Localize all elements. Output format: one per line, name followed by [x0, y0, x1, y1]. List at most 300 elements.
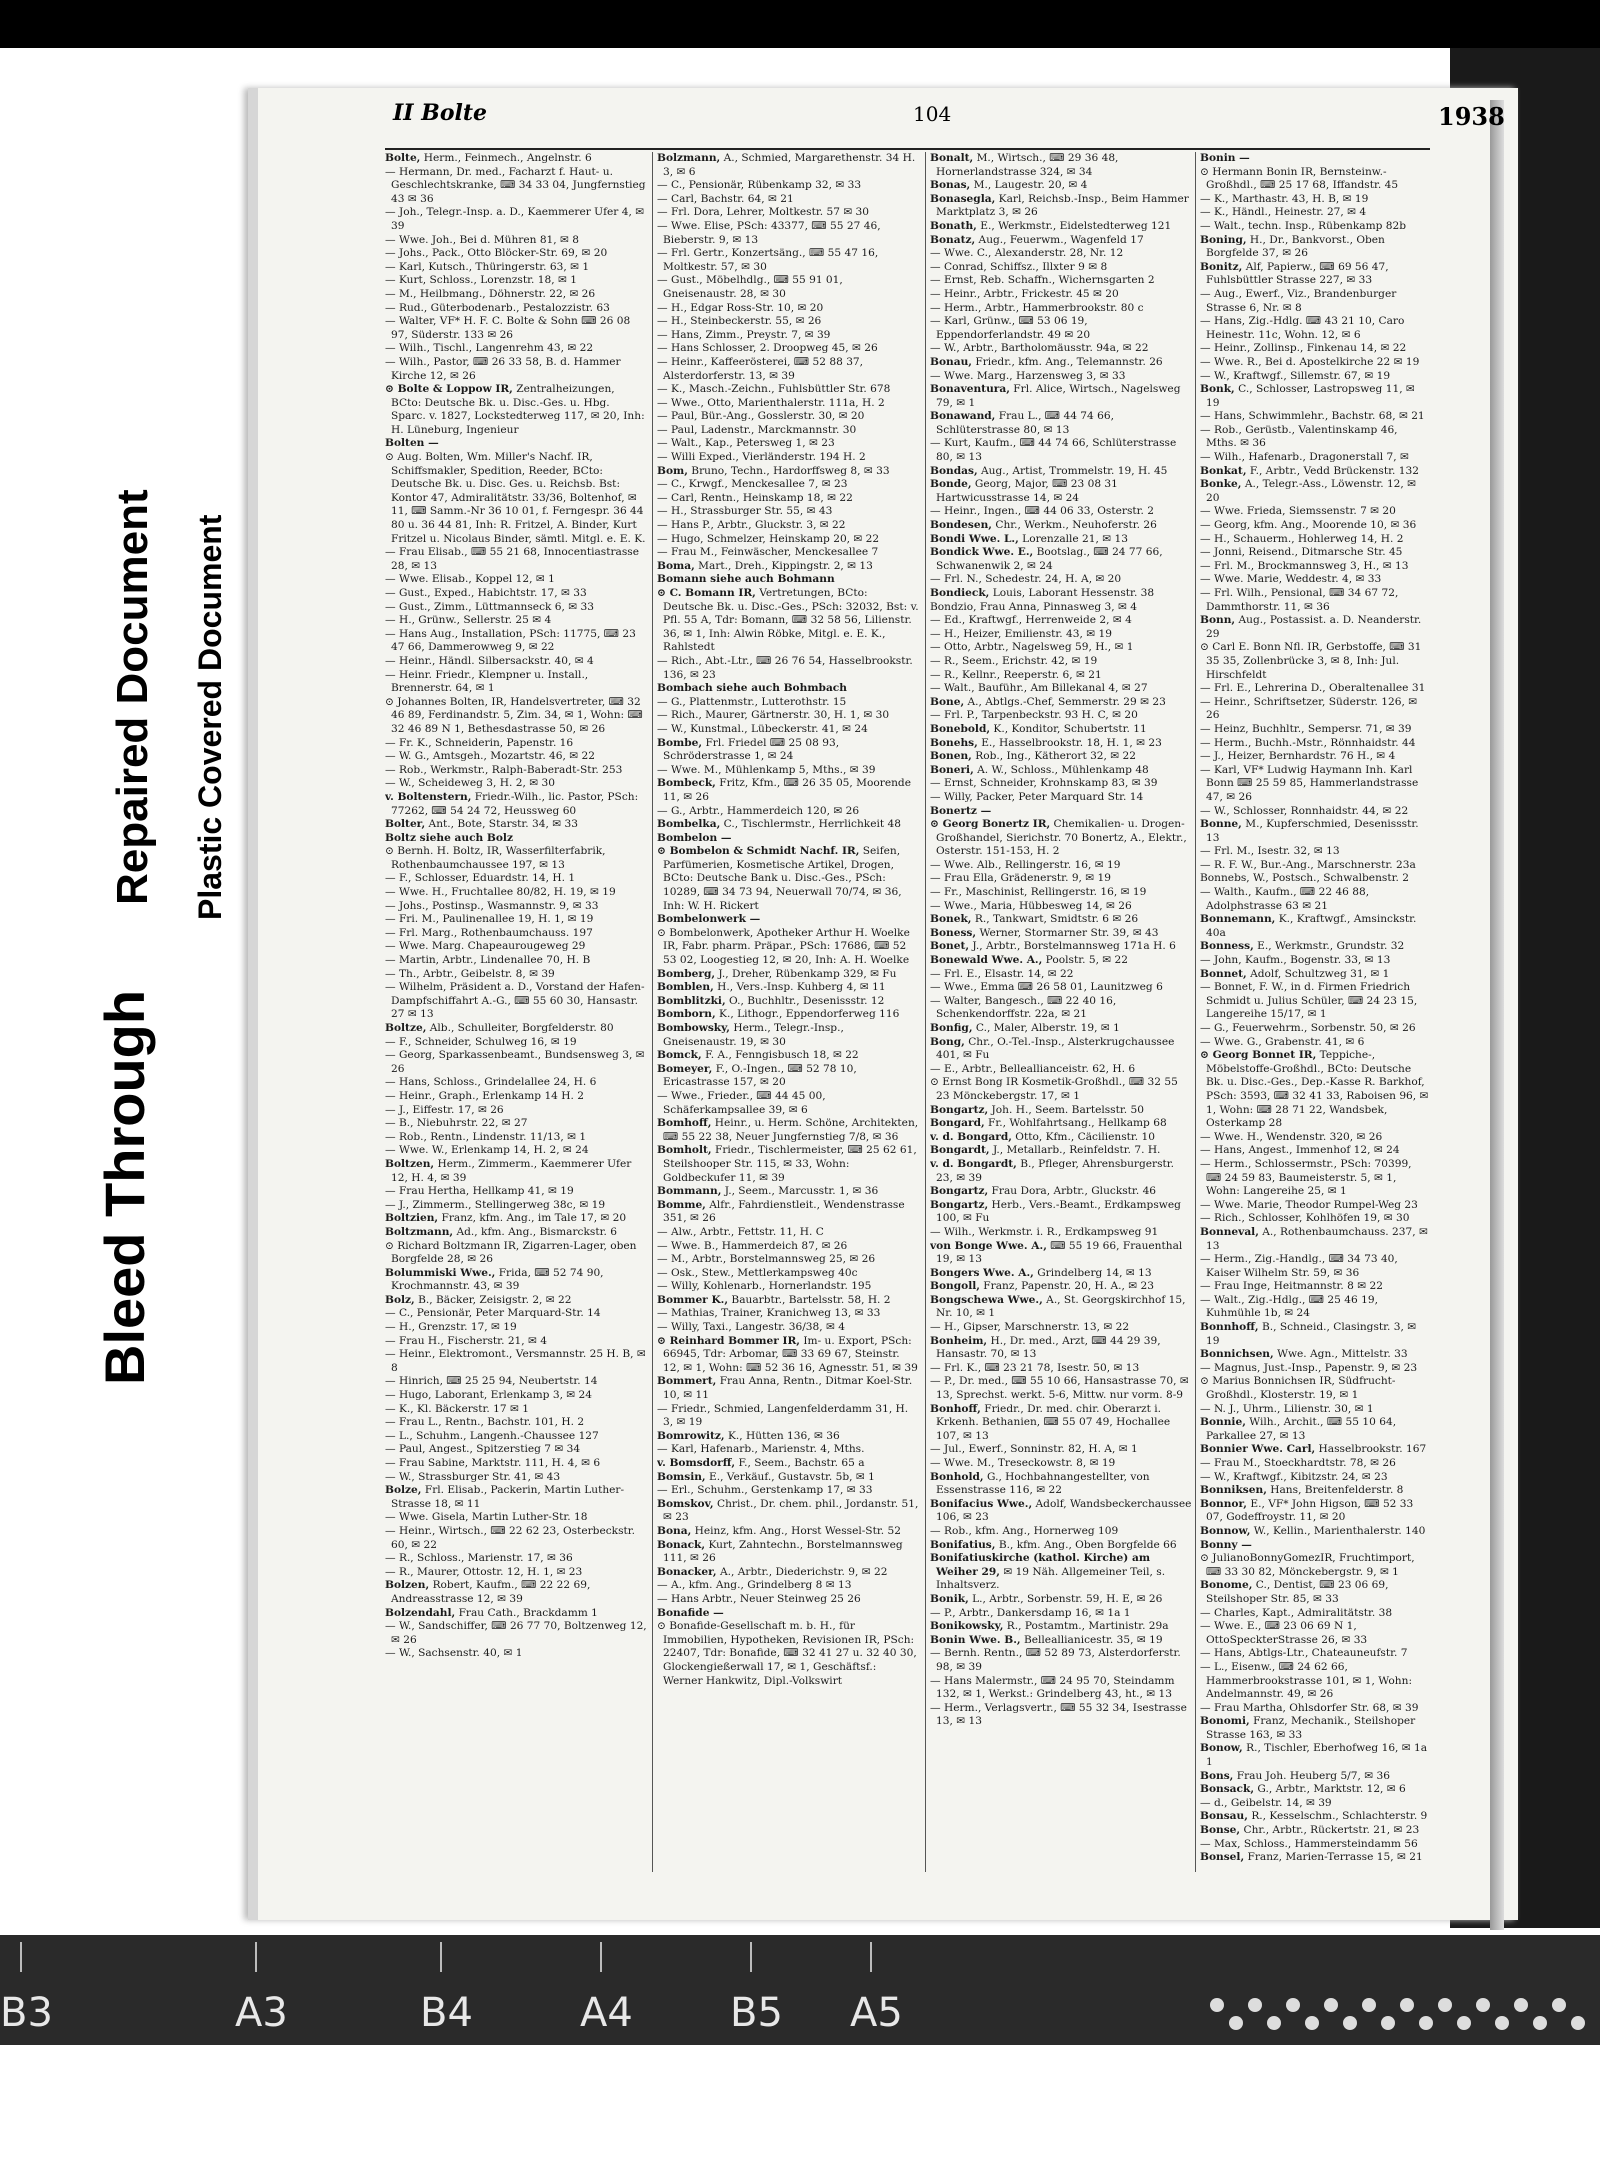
- target-tick: [255, 1942, 257, 1972]
- density-dot: [1552, 1998, 1566, 2012]
- directory-entry: Bonik, L., Arbtr., Sorbenstr. 59, H. E, ✉ 26: [930, 1592, 1163, 1605]
- directory-entry: Bonke, A., Telegr.-Ass., Löwenstr. 12, ✉ 20: [1200, 478, 1417, 504]
- density-dots: [1210, 1998, 1600, 2038]
- directory-entry: — Walt., Kap., Petersweg 1, ✉ 23: [657, 437, 835, 450]
- directory-entry: Bonas, M., Laugestr. 20, ✉ 4: [930, 179, 1088, 192]
- directory-entry: — Wwe., Otto, Marienthalerstr. 111a, H. 2: [657, 396, 885, 409]
- directory-entry: — Wwe. Elisab., Koppel 12, ✉ 1: [385, 573, 555, 586]
- column-1: [385, 152, 647, 1872]
- directory-entry: Bombach siehe auch Bohmbach: [657, 682, 847, 695]
- directory-entry: — W., Kraftwgf., Kibitzstr. 24, ✉ 23: [1200, 1470, 1388, 1483]
- directory-entry: — Fri. M., Paulinenallee 19, H. 1, ✉ 19: [385, 913, 594, 926]
- directory-entry: — G., Plattenmstr., Lutterothstr. 15: [657, 695, 847, 708]
- density-dot: [1362, 1998, 1376, 2012]
- column-divider: [925, 152, 926, 1872]
- directory-entry: Bommann, J., Seem., Marcusstr. 1, ✉ 36: [657, 1185, 879, 1198]
- directory-entry: — Wwe. B., Hammerdeich 87, ✉ 26: [657, 1239, 848, 1252]
- directory-entry: — Fr., Maschinist, Rellingerstr. 16, ✉ 19: [930, 886, 1147, 899]
- directory-entry: — Wwe., Frieder., ⌨ 44 45 00, Schäferkampsallee 39, ✉ 6: [657, 1089, 826, 1116]
- directory-entry: — Hugo, Schmelzer, Heinskamp 20, ✉ 22: [657, 532, 880, 545]
- directory-entry: — G., Arbtr., Hammerdeich 120, ✉ 26: [657, 804, 860, 817]
- directory-entry: — Hans, Zig.-Hdlg. ⌨ 43 21 10, Caro Heinestr. 11c, Wohn. 12, ✉ 6: [1200, 315, 1405, 341]
- directory-entry: — Wwe. G., Grabenstr. 41, ✉ 6: [1200, 1035, 1365, 1048]
- density-dot: [1457, 2016, 1471, 2030]
- directory-entry: Bonn, Aug., Postassist. a. D. Neanderstr. 29: [1200, 614, 1422, 640]
- year-label: 1938: [1438, 102, 1505, 131]
- directory-entry: Bonnhoff, B., Schneid., Clasingstr. 3, ✉ 19: [1200, 1321, 1417, 1347]
- directory-entry: — Heinr., Graph., Erlenkamp 14 H. 2: [385, 1089, 584, 1102]
- directory-entry: Bonikowsky, R., Postamtm., Martinistr. 29a: [930, 1620, 1169, 1633]
- directory-entry: — Erl., Schuhm., Gerstenkamp 17, ✉ 33: [657, 1484, 873, 1497]
- directory-entry: — H., Strassburger Str. 55, ✉ 43: [657, 505, 833, 518]
- directory-entry: — Wilh., Tischl., Langenrehm 43, ✉ 22: [385, 342, 594, 355]
- directory-entry: — Karl, Kutsch., Thüringerstr. 63, ✉ 1: [385, 260, 590, 273]
- directory-entry: Bommer K., Bauarbtr., Bartelsstr. 58, H. 2: [657, 1293, 891, 1306]
- directory-entry: — Hans Aug., Installation, PSch: 11775, ⌨ 23 47 66, Dammerowweg 9, ✉ 22: [385, 627, 636, 654]
- directory-entry: Bolz, B., Bäcker, Zeisigstr. 2, ✉ 22: [385, 1293, 572, 1306]
- directory-entry: — Osk., Stew., Mettlerkampsweg 40c: [657, 1266, 858, 1279]
- directory-entry: — Georg, Sparkassenbeamt., Bundsensweg 3, ✉ 26: [385, 1049, 645, 1075]
- directory-entry: — Paul, Angest., Spitzerstieg 7 ✉ 34: [385, 1443, 581, 1456]
- density-dot: [1495, 2016, 1509, 2030]
- directory-entry: — Charles, Kapt., Admiralitätstr. 38: [1200, 1606, 1393, 1619]
- directory-entry: Bolze, Frl. Elisab., Packerin, Martin Luther-Strasse 18, ✉ 11: [385, 1484, 625, 1510]
- directory-entry: Bombelka, C., Tischlermstr., Herrlichkeit 48: [657, 818, 901, 831]
- directory-entry: — L., Schuhm., Langenh.-Chaussee 127: [385, 1429, 599, 1442]
- directory-entry: — Frl. E., Lehrerina D., Oberaltenallee 31: [1200, 682, 1426, 695]
- directory-entry: Bombeck, Fritz, Kfm., ⌨ 26 35 05, Moorende 11, ✉ 26: [657, 777, 911, 803]
- target-tick: [750, 1942, 752, 1972]
- directory-entry: Boltz siehe auch Bolz: [385, 831, 513, 844]
- directory-entry: — Gust., Zimm., Lüttmannseck 6, ✉ 33: [385, 600, 594, 613]
- target-tick: [440, 1942, 442, 1972]
- directory-entry: — Frau Ella, Grädenerstr. 9, ✉ 19: [930, 872, 1112, 885]
- directory-entry: — Herm., Buchh.-Mstr., Rönnhaidstr. 44: [1200, 736, 1416, 749]
- directory-entry: — Hans, Schloss., Grindelallee 24, H. 6: [385, 1076, 597, 1089]
- directory-entry: — Frl. Gertr., Konzertsäng., ⌨ 55 47 16, Moltkestr. 57, ✉ 30: [657, 247, 879, 273]
- directory-entry: Bom, Bruno, Techn., Hardorffsweg 8, ✉ 33: [657, 464, 890, 477]
- directory-entry: Bongardt, J., Metallarb., Reinfeldstr. 7. H.: [930, 1144, 1161, 1157]
- directory-entry: — Rob., Werkmstr., Ralph-Baberadt-Str. 253: [385, 763, 623, 776]
- directory-entry: — Wwe. Marg. Chapeaurougeweg 29: [385, 940, 586, 953]
- density-dot: [1438, 1998, 1452, 2012]
- directory-entry: — A., kfm. Ang., Grindelberg 8 ✉ 13: [657, 1579, 852, 1592]
- directory-entry: Bonitz, Alf, Papierw., ⌨ 69 56 47, Fuhlsbüttler Strasse 227, ✉ 33: [1200, 260, 1389, 287]
- density-dot: [1533, 2016, 1547, 2030]
- directory-entry: — C., Pensionär, Peter Marquard-Str. 14: [385, 1307, 601, 1320]
- directory-entry: — Rich., Maurer, Gärtnerstr. 30, H. 1, ✉ 30: [657, 709, 890, 722]
- directory-entry: — Paul, Bür.-Ang., Gosslerstr. 30, ✉ 20: [657, 410, 865, 423]
- directory-entry: — Wilh., Hafenarb., Dragonerstall 7, ✉: [1200, 451, 1409, 464]
- directory-entry: Bonow, R., Tischler, Eberhofweg 16, ✉ 1a 1: [1200, 1742, 1428, 1769]
- directory-entry: — Heinr., Zollinsp., Finkenau 14, ✉ 22: [1200, 342, 1407, 355]
- directory-entry: Bonheim, H., Dr. med., Arzt, ⌨ 44 29 39, Hansastr. 70, ✉ 13: [930, 1334, 1161, 1361]
- directory-entry: — J., Zimmerm., Stellingerweg 38c, ✉ 19: [385, 1198, 606, 1211]
- directory-entry: — Frl. P., Tarpenbeckstr. 93 H. C, ✉ 20: [930, 709, 1138, 722]
- directory-entry: Bonin Wwe. B., Belleallianicestr. 35, ✉ 19: [930, 1633, 1163, 1646]
- directory-entry: — W., Schlosser, Ronnhaidstr. 44, ✉ 22: [1200, 804, 1409, 817]
- directory-entry: ⊙ Aug. Bolten, Wm. Miller's Nachf. IR, Schiffsmakler, Spedition, Reeder, BCto: Deutsche Bk. u. Disc. Ges. u. Reichsb. Bst: Kontor 47, Admiralitätstr. 33/36, Boltenhof, ✉ 11, ⌨ Samm.-Nr 36 10 01, f. Ferngespr. 36 44 80 u. 36 44 81, Inh: R. Fritzel, A. Binder, Kurt Fritzel u. Nicolaus Binder, sämtl. Mitgl. e. E. K.: [385, 451, 646, 545]
- directory-entry: — Wwe. Marie, Theodor Rumpel-Weg 23: [1200, 1198, 1418, 1211]
- directory-entry: — Frau Hertha, Hellkamp 41, ✉ 19: [385, 1185, 574, 1198]
- directory-entry: Bonnie, Wilh., Archit., ⌨ 55 10 64, Parkallee 27, ✉ 13: [1200, 1416, 1397, 1442]
- directory-entry: Bomrowitz, K., Hütten 136, ✉ 36: [657, 1429, 840, 1442]
- directory-entry: — P., Dr. med., ⌨ 55 10 66, Hansastrasse 70, ✉ 13, Sprechst. werkt. 5-6, Mittw. nur vorm. 8-9: [930, 1375, 1189, 1402]
- directory-entry: — Frl. Dora, Lehrer, Moltkestr. 57 ✉ 30: [657, 206, 870, 219]
- directory-entry: Bonalt, M., Wirtsch., ⌨ 29 36 48, Hornerlandstrasse 324, ✉ 34: [930, 152, 1119, 178]
- directory-entry: — Frl. Wilh., Pensional, ⌨ 34 67 72, Dammthorstr. 11, ✉ 36: [1200, 587, 1399, 613]
- directory-entry: — Frau L., Rentn., Bachstr. 101, H. 2: [385, 1416, 585, 1429]
- density-dot: [1229, 2016, 1243, 2030]
- directory-entry: — H., Gipser, Marschnerstr. 13, ✉ 22: [930, 1321, 1130, 1334]
- density-dot: [1286, 1998, 1300, 2012]
- directory-entry: Bonau, Friedr., kfm. Ang., Telemannstr. 26: [930, 355, 1163, 368]
- directory-entry: Bonnier Wwe. Carl, Hasselbrookstr. 167: [1200, 1443, 1427, 1456]
- directory-entry: — Heinr., Wirtsch., ⌨ 22 62 23, Osterbeckstr. 60, ✉ 22: [385, 1524, 636, 1551]
- directory-entry: Bomholt, Friedr., Tischlermeister, ⌨ 25 62 61, Steilshooper Str. 115, ✉ 33, Wohn: Goldbeckufer 11, ✉ 39: [657, 1144, 917, 1184]
- directory-entry: — Georg, kfm. Ang., Moorende 10, ✉ 36: [1200, 519, 1417, 532]
- directory-entry: Bonifatiuskirche (kathol. Kirche) am Weiher 29, ✉ 19 Näh. Allgemeiner Teil, s. Inhaltsverz.: [930, 1552, 1166, 1592]
- directory-entry: — K., Masch.-Zeichn., Fuhlsbüttler Str. 678: [657, 383, 891, 396]
- directory-entry: Bonniksen, Hans, Breitenfelderstr. 8: [1200, 1484, 1404, 1497]
- density-dot: [1343, 2016, 1357, 2030]
- directory-entry: Bongartz, Frau Dora, Arbtr., Gluckstr. 46: [930, 1185, 1157, 1198]
- header-rule: [385, 148, 1430, 150]
- directory-entry: — Kurt, Kaufm., ⌨ 44 74 66, Schlüterstrasse 80, ✉ 13: [930, 437, 1177, 464]
- directory-entry: Boning, H., Dr., Bankvorst., Oben Borgfelde 37, ✉ 26: [1200, 233, 1385, 260]
- directory-entry: Bonaventura, Frl. Alice, Wirtsch., Nagelsweg 79, ✉ 1: [930, 383, 1181, 409]
- directory-entry: — Carl, Rentn., Heinskamp 18, ✉ 22: [657, 491, 853, 504]
- directory-entry: ⊙ Georg Bonertz IR, Chemikalien- u. Drogen-Großhandel, Sierichstr. 70 Bonertz, A., Elektr., Osterstr. 151-153, H. 2: [930, 818, 1187, 858]
- directory-entry: Bonewald Wwe. A., Poolstr. 5, ✉ 22: [930, 954, 1129, 967]
- directory-entry: — Max, Schloss., Hammersteindamm 56: [1200, 1837, 1418, 1850]
- directory-entry: Bomblitzki, O., Buchhltr., Desenissstr. 12: [657, 994, 885, 1007]
- directory-columns: [385, 152, 1430, 1872]
- directory-entry: ⊙ C. Bomann IR, Vertretungen, BCto: Deutsche Bk. u. Disc.-Ges., PSch: 32032, Bst: v. Pfl. 55 A, Tdr: Bomann, ⌨ 32 58 56, Lilienstr. 36, ✉ 1, Inh: Alwin Röbke, Mitgl. e. E. K., Rahlstedt: [657, 587, 919, 654]
- target-tick: [870, 1942, 872, 1972]
- directory-entry: Bonsau, R., Kesselschm., Schlachterstr. 9: [1200, 1810, 1428, 1823]
- directory-entry: — Karl, Grünw., ⌨ 53 06 19, Eppendorferlandstr. 49 ✉ 20: [930, 315, 1091, 341]
- directory-entry: — Wwe. Marg., Harzensweg 3, ✉ 33: [930, 369, 1126, 382]
- directory-entry: — M., Arbtr., Borstelmannsweg 25, ✉ 26: [657, 1253, 876, 1266]
- target-label: B5: [730, 1990, 783, 2036]
- directory-entry: — Frl. K., ⌨ 23 21 78, Isestr. 50, ✉ 13: [930, 1361, 1140, 1374]
- directory-entry: — R., Schloss., Marienstr. 17, ✉ 36: [385, 1552, 573, 1565]
- density-dot: [1324, 1998, 1338, 2012]
- density-dot: [1571, 2016, 1585, 2030]
- target-label: A3: [235, 1990, 288, 2036]
- directory-entry: — Johs., Pack., Otto Blöcker-Str. 69, ✉ 20: [385, 247, 608, 260]
- directory-entry: — Wwe. W., Erlenkamp 14, H. 2, ✉ 24: [385, 1144, 589, 1157]
- target-tick: [600, 1942, 602, 1972]
- directory-entry: Bonehs, E., Hasselbrookstr. 18, H. 1, ✉ 23: [930, 736, 1162, 749]
- directory-entry: — Walter, Bangesch., ⌨ 22 40 16, Schenkendorffstr. 22a, ✉ 21: [930, 994, 1117, 1021]
- directory-entry: Bomborn, K., Lithogr., Eppendorferweg 116: [657, 1008, 900, 1021]
- directory-entry: Bondick Wwe. E., Bootslag., ⌨ 24 77 66, Schwanenwik 2, ✉ 24: [930, 546, 1163, 572]
- directory-entry: — Martin, Arbtr., Lindenallee 70, H. B: [385, 954, 591, 967]
- directory-entry: — Rich., Schlosser, Kohlhöfen 19, ✉ 30: [1200, 1212, 1410, 1225]
- directory-entry: — Bonnet, F. W., in d. Firmen Friedrich Schmidt u. Julius Schüler, ⌨ 24 23 15, Langereihe 15/17, ✉ 1: [1200, 981, 1418, 1021]
- directory-entry: — Walt., techn. Insp., Rübenkamp 82b: [1200, 219, 1407, 232]
- directory-entry: Bolten —: [385, 437, 439, 450]
- film-margin: [0, 2045, 1600, 2177]
- directory-entry: Boltzmann, Ad., kfm. Ang., Bismarckstr. 6: [385, 1225, 617, 1238]
- directory-entry: Bomberg, J., Dreher, Rübenkamp 329, ✉ Fu: [657, 967, 897, 980]
- directory-entry: — Wwe. M., Mühlenkamp 5, Mths., ✉ 39: [657, 763, 876, 776]
- directory-entry: Bonome, C., Dentist, ⌨ 23 06 69, Steilshoper Str. 85, ✉ 33: [1200, 1579, 1389, 1605]
- directory-entry: Bonath, E., Werkmstr., Eidelstedterweg 121: [930, 219, 1172, 232]
- directory-entry: Bomblen, H., Vers.-Insp. Kuhberg 4, ✉ 11: [657, 981, 886, 994]
- directory-entry: Bonacker, A., Arbtr., Diederichstr. 9, ✉ 22: [657, 1565, 888, 1578]
- directory-entry: — G., Feuerwehrm., Sorbenstr. 50, ✉ 26: [1200, 1022, 1416, 1034]
- directory-entry: Bongartz, Joh. H., Seem. Bartelsstr. 50: [930, 1103, 1144, 1116]
- directory-entry: — Heinr., Ingen., ⌨ 44 06 33, Osterstr. 2: [930, 505, 1155, 518]
- directory-entry: — Aug., Ewerf., Viz., Brandenburger Strasse 6, Nr. ✉ 8: [1200, 287, 1397, 314]
- directory-entry: ⊙ Johannes Bolten, IR, Handelsvertreter, ⌨ 32 46 89, Ferdinandstr. 5, Zim. 34, ✉ 1, Wohn: ⌨ 32 46 89 N 1, Bethesdastrasse 50, ✉ 26: [385, 695, 643, 735]
- directory-entry: Bomskov, Christ., Dr. chem. phil., Jordanstr. 51, ✉ 23: [657, 1497, 919, 1524]
- directory-entry: Bong, Chr., O.-Tel.-Insp., Alsterkrugchaussee 401, ✉ Fu: [930, 1035, 1175, 1062]
- directory-entry: Bonnebs, W., Postsch., Schwalbenstr. 2: [1200, 872, 1409, 885]
- page-fold-shadow: [1490, 100, 1504, 1930]
- directory-entry: Bonfig, C., Maler, Alberstr. 19, ✉ 1: [930, 1022, 1120, 1034]
- directory-entry: — Frau Inge, Heitmannstr. 8 ✉ 22: [1200, 1280, 1383, 1293]
- page-header: [393, 100, 1600, 140]
- directory-entry: Bonnet, Adolf, Schultzweg 31, ✉ 1: [1200, 967, 1390, 980]
- directory-entry: — Frau M., Stoeckhardtstr. 78, ✉ 26: [1200, 1457, 1396, 1469]
- directory-entry: — R. F. W., Bur.-Ang., Marschnerstr. 23a: [1200, 858, 1416, 871]
- directory-entry: — P., Arbtr., Dankersdamp 16, ✉ 1a 1: [930, 1606, 1131, 1619]
- directory-entry: Bonek, R., Tankwart, Smidtstr. 6 ✉ 26: [930, 913, 1139, 926]
- directory-entry: — C., Krwgf., Menckesallee 7, ✉ 23: [657, 478, 848, 491]
- directory-entry: — Wwe. C., Alexanderstr. 28, Nr. 12: [930, 247, 1124, 260]
- directory-entry: Bonness, E., Werkmstr., Grundstr. 32: [1200, 940, 1405, 953]
- directory-entry: ⊙ Ernst Bong IR Kosmetik-Großhdl., ⌨ 32 55 23 Mönckebergstr. 17, ✉ 1: [930, 1076, 1178, 1102]
- directory-entry: — R., Maurer, Ottostr. 12, H. 1, ✉ 23: [385, 1565, 583, 1578]
- directory-entry: Bomme, Alfr., Fahrdienstleit., Wendenstrasse 351, ✉ 26: [657, 1198, 905, 1225]
- directory-entry: — Magnus, Just.-Insp., Papenstr. 9, ✉ 23: [1200, 1361, 1418, 1374]
- directory-entry: Bonebold, K., Konditor, Schubertstr. 11: [930, 722, 1147, 735]
- directory-entry: ⊙ Bonafide-Gesellschaft m. b. H., für Immobilien, Hypotheken, Revisionen IR, PSch: 22407, Tdr: Bonafide, ⌨ 32 41 27 u. 32 40 30, Glockengießerwall 17, ✉ 1, Geschäftsf.: Werner Hankwitz, Dipl.-Volkswirt: [657, 1620, 917, 1687]
- directory-entry: — Herm., Arbtr., Hammerbrookstr. 80 c: [930, 301, 1144, 314]
- directory-entry: — Wwe. E., ⌨ 23 06 69 N 1, OttoSpeckterStrasse 26, ✉ 33: [1200, 1620, 1368, 1646]
- directory-entry: — Willy, Packer, Peter Marquard Str. 14: [930, 790, 1144, 803]
- directory-entry: — H., Grenzstr. 17, ✉ 19: [385, 1321, 517, 1334]
- directory-entry: Bongartz, Herb., Vers.-Beamt., Erdkampsweg 100, ✉ Fu: [930, 1198, 1181, 1225]
- directory-entry: Bolummiski Wwe., Frida, ⌨ 52 74 90, Krochmannstr. 43, ✉ 39: [385, 1266, 604, 1293]
- directory-entry: — Herm., Verlagsvertr., ⌨ 55 32 34, Isestrasse 13, ✉ 13: [930, 1701, 1187, 1728]
- density-dot: [1476, 1998, 1490, 2012]
- directory-entry: Bonneval, A., Rothenbaumchauss. 237, ✉ 13: [1200, 1225, 1428, 1252]
- directory-entry: — Ed., Kraftwgf., Herrenweide 2, ✉ 4: [930, 614, 1132, 627]
- directory-entry: — Frau Elisab., ⌨ 55 21 68, Innocentiastrasse 28, ✉ 13: [385, 546, 640, 572]
- directory-entry: Bondesen, Chr., Werkm., Neuhoferstr. 26: [930, 519, 1157, 532]
- directory-entry: — Jonni, Reisend., Ditmarsche Str. 45: [1200, 546, 1403, 559]
- directory-entry: Bongers Wwe. A., Grindelberg 14, ✉ 13: [930, 1266, 1152, 1279]
- directory-entry: Bonomi, Franz, Mechanik., Steilshoper Strasse 163, ✉ 33: [1200, 1715, 1416, 1741]
- directory-entry: Bonne, M., Kupferschmied, Desenissstr. 13: [1200, 818, 1419, 844]
- directory-entry: — W., Strassburger Str. 41, ✉ 43: [385, 1470, 561, 1483]
- directory-entry: Bonse, Chr., Arbtr., Rückertstr. 21, ✉ 23: [1200, 1824, 1420, 1837]
- directory-entry: ⊙ Hermann Bonin IR, Bernsteinw.-Großhdl., ⌨ 25 17 68, Iffandstr. 45: [1200, 165, 1399, 192]
- directory-entry: — W., Arbtr., Bartholomäusstr. 94a, ✉ 22: [930, 342, 1149, 355]
- directory-entry: — R., Kellnr., Reeperstr. 6, ✉ 21: [930, 668, 1102, 681]
- directory-entry: — R., Seem., Erichstr. 42, ✉ 19: [930, 654, 1098, 667]
- directory-entry: — Hans, Angest., Immenhof 12, ✉ 24: [1200, 1144, 1400, 1157]
- directory-entry: — Ernst, Reb. Schaffn., Wichernsgarten 2: [930, 274, 1155, 287]
- directory-entry: Bondas, Aug., Artist, Trommelstr. 19, H. 45: [930, 464, 1168, 477]
- directory-entry: — Th., Arbtr., Geibelstr. 8, ✉ 39: [385, 967, 555, 980]
- directory-entry: ⊙ Carl E. Bonn Nfl. IR, Gerbstoffe, ⌨ 31 35 35, Zollenbrücke 3, ✉ 8, Inh: Jul. Hirschfeldt: [1200, 641, 1422, 681]
- directory-entry: Bolte, Herm., Feinmech., Angelnstr. 6: [385, 152, 592, 164]
- directory-entry: Bone, A., Abtlgs.-Chef, Semmerstr. 29 ✉ 23: [930, 695, 1166, 708]
- target-label: B3: [0, 1990, 53, 2036]
- directory-entry: ⊙ Richard Boltzmann IR, Zigarren-Lager, oben Borgfelde 28, ✉ 26: [385, 1239, 637, 1266]
- directory-entry: — Karl, Hafenarb., Marienstr. 4, Mths.: [657, 1443, 865, 1456]
- directory-entry: — K., Kl. Bäckerstr. 17 ✉ 1: [385, 1402, 529, 1415]
- density-dot: [1305, 2016, 1319, 2030]
- directory-entry: — H., Heizer, Emilienstr. 43, ✉ 19: [930, 627, 1112, 640]
- directory-entry: — Wwe. Gisela, Martin Luther-Str. 18: [385, 1511, 588, 1524]
- directory-entry: — H., Schauerm., Hohlerweg 14, H. 2: [1200, 532, 1404, 545]
- directory-entry: — H., Steinbeckerstr. 55, ✉ 26: [657, 315, 822, 328]
- directory-entry: ⊙ Bernh. H. Boltz, IR, Wasserfilterfabrik, Rothenbaumchaussee 197, ✉ 13: [385, 845, 606, 871]
- directory-entry: — Walth., Kaufm., ⌨ 22 46 88, Adolphstrasse 63 ✉ 21: [1200, 886, 1370, 912]
- directory-entry: — Rich., Abt.-Ltr., ⌨ 26 76 54, Hasselbrookstr. 136, ✉ 23: [657, 654, 913, 681]
- directory-entry: Bonny —: [1200, 1538, 1252, 1551]
- repaired-document-label: Repaired Document: [108, 489, 157, 905]
- directory-entry: Bombe, Frl. Friedel ⌨ 25 08 93, Schröderstrasse 1, ✉ 24: [657, 736, 840, 763]
- directory-entry: — Walter, VF* H. F. C. Bolte & Sohn ⌨ 26 08 97, Süderstr. 133 ✉ 26: [385, 315, 631, 341]
- directory-entry: — Johs., Postinsp., Wasmannstr. 9, ✉ 33: [385, 899, 599, 912]
- directory-entry: — W., Kunstmal., Lübeckerstr. 41, ✉ 24: [657, 722, 868, 735]
- page-number: 104: [913, 102, 952, 126]
- directory-entry: v. d. Bongardt, B., Pfleger, Ahrensburgerstr. 23, ✉ 39: [930, 1157, 1175, 1184]
- running-head: II Bolte: [393, 100, 488, 126]
- directory-entry: ⊙ Marius Bonnichsen IR, Südfrucht-Großhdl., Klosterstr. 19, ✉ 1: [1200, 1375, 1396, 1402]
- directory-entry: — Rob., kfm. Ang., Hornerweg 109: [930, 1524, 1119, 1537]
- directory-entry: Bonasegla, Karl, Reichsb.-Insp., Beim Hammer Marktplatz 3, ✉ 26: [930, 192, 1189, 219]
- directory-entry: — Hans Arbtr., Neuer Steinweg 25 26: [657, 1592, 861, 1605]
- column-2: [657, 152, 919, 1872]
- directory-entry: — W., Sandschiffer, ⌨ 26 77 70, Boltzenweg 12, ✉ 26: [385, 1620, 647, 1646]
- directory-entry: — Rob., Rentn., Lindenstr. 11/13, ✉ 1: [385, 1130, 587, 1143]
- directory-entry: Bonawand, Frau L., ⌨ 44 74 66, Schlüterstrasse 80, ✉ 13: [930, 410, 1115, 436]
- directory-entry: — W. G., Amtsgeh., Mozartstr. 46, ✉ 22: [385, 750, 595, 763]
- column-3: [930, 152, 1192, 1872]
- directory-entry: — Willi Exped., Vierländerstr. 194 H. 2: [657, 451, 866, 464]
- directory-entry: Bonde, Georg, Major, ⌨ 23 08 31 Hartwicusstrasse 14, ✉ 24: [930, 478, 1118, 504]
- directory-entry: ⊙ Reinhard Bommer IR, Im- u. Export, PSch: 66945, Tdr: Arbomar, ⌨ 33 69 67, Steinstr. 12, ✉ 1, Wohn: ⌨ 52 36 16, Agnesstr. 51, ✉ 39: [657, 1334, 918, 1374]
- directory-entry: — John, Kaufm., Bogenstr. 33, ✉ 13: [1200, 954, 1391, 967]
- directory-entry: — Wilh., Werkmstr. i. R., Erdkampsweg 91: [930, 1225, 1159, 1238]
- density-dot: [1514, 1998, 1528, 2012]
- directory-entry: — Wwe. H., Fruchtallee 80/82, H. 19, ✉ 19: [385, 886, 616, 899]
- directory-entry: Bondieck, Louis, Laborant Hessenstr. 38: [930, 587, 1155, 599]
- directory-entry: — Hans, Zimm., Preystr. 7, ✉ 39: [657, 328, 831, 341]
- directory-entry: — Hugo, Laborant, Erlenkamp 3, ✉ 24: [385, 1389, 593, 1402]
- directory-entry: — W., Scheideweg 3, H. 2, ✉ 30: [385, 777, 555, 790]
- directory-entry: von Bonge Wwe. A., ⌨ 55 19 66, Frauenthal 19, ✉ 13: [930, 1239, 1183, 1266]
- directory-entry: Boness, Werner, Stormarner Str. 39, ✉ 43: [930, 926, 1159, 939]
- directory-entry: Bonnow, W., Kellin., Marienthalerstr. 140: [1200, 1524, 1426, 1537]
- directory-entry: — Bernh. Rentn., ⌨ 52 89 73, Alsterdorferstr. 98, ✉ 39: [930, 1647, 1181, 1673]
- directory-entry: ⊙ Bombelon & Schmidt Nachf. IR, Seifen, Parfümerien, Kosmetische Artikel, Drogen, BCto: Deutsche Bank u. Disc.-Ges., PSch: 10289, ⌨ 34 73 94, Neuerwall 70/74, ✉ 36, Inh: W. H. Rickert: [657, 845, 902, 912]
- directory-entry: Bolzmann, A., Schmied, Margarethenstr. 34 H. 3, ✉ 6: [657, 152, 916, 178]
- directory-entry: — Wwe., Emma ⌨ 26 58 01, Launitzweg 6: [930, 981, 1163, 994]
- directory-entry: Bons, Frau Joh. Heuberg 5/7, ✉ 36: [1200, 1769, 1390, 1782]
- directory-entry: — H., Grünw., Sellerstr. 25 ✉ 4: [385, 614, 552, 627]
- target-label: A5: [850, 1990, 903, 2036]
- directory-entry: — Karl, VF* Ludwig Haymann Inh. Karl Bonn ⌨ 25 59 85, Hammerlandstrasse 47, ✉ 26: [1200, 763, 1419, 803]
- directory-entry: — Alw., Arbtr., Fettstr. 11, H. C: [657, 1225, 824, 1238]
- directory-entry: Bonen, Rob., Ing., Kätherort 32, ✉ 22: [930, 750, 1137, 763]
- film-strip-top: [0, 0, 1600, 48]
- directory-entry: — Frl. E., Elsastr. 14, ✉ 22: [930, 967, 1074, 980]
- directory-entry: Bonifatius, B., kfm. Ang., Oben Borgfelde 66: [930, 1538, 1177, 1551]
- directory-entry: — N. J., Uhrm., Lilienstr. 30, ✉ 1: [1200, 1402, 1374, 1415]
- directory-entry: — Paul, Ladenstr., Marckmannstr. 30: [657, 423, 857, 436]
- density-dot: [1248, 1998, 1262, 2012]
- directory-entry: — Wwe. M., Treseckowstr. 8, ✉ 19: [930, 1457, 1116, 1469]
- directory-entry: — Hinrich, ⌨ 25 25 94, Neubertstr. 14: [385, 1375, 598, 1388]
- directory-entry: — Frau H., Fischerstr. 21, ✉ 4: [385, 1334, 548, 1347]
- directory-entry: — Heinr., Arbtr., Frickestr. 45 ✉ 20: [930, 287, 1119, 300]
- directory-entry: Bonnor, E., VF* John Higson, ⌨ 52 33 07, Godeffroystr. 11, ✉ 20: [1200, 1497, 1414, 1524]
- directory-entry: — Fr. K., Schneiderin, Papenstr. 16: [385, 736, 574, 749]
- directory-entry: Bommert, Frau Anna, Rentn., Ditmar Koel-Str. 10, ✉ 11: [657, 1375, 913, 1402]
- directory-entry: — Wilhelm, Präsident a. D., Vorstand der Hafen-Dampfschiffahrt A.-G., ⌨ 55 60 30, Hansastr. 27 ✉ 13: [385, 981, 645, 1021]
- density-dot: [1381, 2016, 1395, 2030]
- directory-entry: — Frau Sabine, Marktstr. 111, H. 4, ✉ 6: [385, 1457, 601, 1469]
- directory-entry: — F., Schlosser, Eduardstr. 14, H. 1: [385, 872, 576, 885]
- directory-entry: — J., Eiffestr. 17, ✉ 26: [385, 1103, 504, 1116]
- directory-entry: — Joh., Telegr.-Insp. a. D., Kaemmerer Ufer 4, ✉ 39: [385, 206, 645, 232]
- directory-entry: Bonafide —: [657, 1606, 724, 1619]
- bleed-through-label: Bleed Through: [93, 989, 156, 1385]
- directory-entry: — Walt., Bauführ., Am Billekanal 4, ✉ 27: [930, 682, 1148, 695]
- column-divider: [652, 152, 653, 1872]
- directory-entry: Bonatz, Aug., Feuerwm., Wagenfeld 17: [930, 233, 1144, 246]
- directory-entry: Bonnemann, K., Kraftwgf., Amsinckstr. 40a: [1200, 913, 1417, 939]
- directory-entry: — Frau Martha, Ohlsdorfer Str. 68, ✉ 39: [1200, 1701, 1419, 1714]
- directory-entry: — d., Geibelstr. 14, ✉ 39: [1200, 1796, 1332, 1809]
- directory-entry: — Carl, Bachstr. 64, ✉ 21: [657, 192, 794, 205]
- directory-entry: Bongoll, Franz, Papenstr. 20, H. A., ✉ 23: [930, 1280, 1155, 1293]
- directory-entry: — Kurt, Schloss., Lorenzstr. 18, ✉ 1: [385, 274, 577, 287]
- directory-entry: — J., Heizer, Bernhardstr. 76 H., ✉ 4: [1200, 750, 1396, 763]
- directory-entry: — Wwe. Alb., Rellingerstr. 16, ✉ 19: [930, 858, 1121, 871]
- directory-entry: — Herm., Zig.-Handlg., ⌨ 34 73 40, Kaiser Wilhelm Str. 59, ✉ 36: [1200, 1253, 1398, 1279]
- directory-entry: — Willy, Taxi., Langestr. 36/38, ✉ 4: [657, 1321, 845, 1334]
- directory-entry: Bongschewa Wwe., A., St. Georgskirchhof 15, Nr. 10, ✉ 1: [930, 1293, 1186, 1320]
- directory-entry: Bolzen, Robert, Kaufm., ⌨ 22 22 69, Andreasstrasse 12, ✉ 39: [385, 1579, 591, 1605]
- directory-entry: Bomann siehe auch Bohmann: [657, 573, 835, 586]
- directory-entry: — Wwe. H., Wendenstr. 320, ✉ 26: [1200, 1130, 1383, 1143]
- directory-entry: — C., Pensionär, Rübenkamp 32, ✉ 33: [657, 179, 862, 192]
- directory-entry: — H., Edgar Ross-Str. 10, ✉ 20: [657, 301, 824, 314]
- directory-entry: Boma, Mart., Dreh., Kippingstr. 2, ✉ 13: [657, 559, 873, 572]
- directory-entry: Boltzen, Herm., Zimmerm., Kaemmerer Ufer 12, H. 4, ✉ 39: [385, 1157, 632, 1184]
- directory-entry: — Rob., Gerüstb., Valentinskamp 46, Mths. ✉ 36: [1200, 423, 1398, 450]
- directory-entry: Bolzendahl, Frau Cath., Brackdamm 1: [385, 1606, 598, 1619]
- directory-entry: — Heinr., Elektromont., Versmannstr. 25 H. B, ✉ 8: [385, 1348, 646, 1374]
- directory-entry: Bonack, Kurt, Zahntechn., Borstelmannsweg 111, ✉ 26: [657, 1538, 903, 1565]
- directory-entry: — Heinr. Friedr., Klempner u. Install., Brennerstr. 64, ✉ 1: [385, 668, 589, 695]
- density-dot: [1419, 2016, 1433, 2030]
- directory-entry: — Heinz, Buchhltr., Sempersr. 71, ✉ 39: [1200, 722, 1412, 735]
- directory-entry: — Hans, Schwimmlehr., Bachstr. 68, ✉ 21: [1200, 410, 1425, 423]
- directory-entry: Bomeyer, F., O.-Ingen., ⌨ 52 78 10, Ericastrasse 157, ✉ 20: [657, 1062, 857, 1089]
